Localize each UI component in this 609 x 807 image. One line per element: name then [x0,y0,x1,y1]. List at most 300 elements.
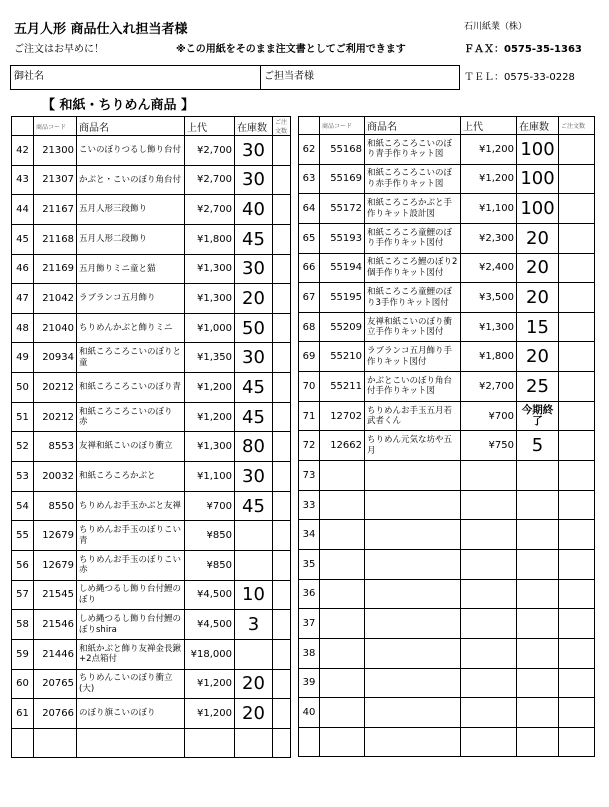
order-quantity-cell[interactable] [273,224,291,254]
table-row [12,432,291,462]
product-code: 20032 [34,462,77,492]
product-name: ちりめんお手玉五月若武者くん [365,401,461,431]
table-row [299,520,595,550]
order-quantity-cell[interactable] [273,699,291,729]
order-quantity-cell[interactable] [559,401,595,431]
table-row [299,609,595,639]
product-code: 55210 [320,342,365,372]
row-number: 51 [12,402,34,432]
row-number: 54 [12,491,34,521]
retail-price: ¥18,000 [185,639,235,669]
product-name: 友禅和紙こいのぼり衝立 [77,432,185,462]
stock-count: 80 [235,432,273,462]
product-name: 和紙ころころかぶと [77,462,185,492]
retail-price: ¥1,100 [185,462,235,492]
order-quantity-cell[interactable] [273,462,291,492]
stock-count: 20 [235,699,273,729]
retail-price: ¥850 [185,550,235,580]
row-number: 37 [299,609,320,639]
stock-count: 25 [517,372,559,402]
stock-count [517,609,559,639]
product-code [320,520,365,550]
stock-count [235,639,273,669]
row-number: 44 [12,195,34,225]
table-row [299,342,595,372]
product-name [365,520,461,550]
product-name: ちりめんお手玉のぼりこい 青 [77,521,185,551]
retail-price [461,490,517,520]
table-row [12,550,291,580]
order-quantity-cell[interactable] [559,135,595,165]
retail-price: ¥1,300 [461,312,517,342]
row-number: 46 [12,254,34,284]
order-quantity-cell[interactable] [559,253,595,283]
header-order: ご注文数 [273,117,291,136]
order-quantity-cell[interactable] [273,639,291,669]
order-quantity-cell[interactable] [559,698,595,728]
stock-count: 30 [235,136,273,166]
retail-price: ¥1,100 [461,194,517,224]
product-name: 和紙ころころこいのぼり青 [77,373,185,403]
product-code [320,549,365,579]
row-number: 38 [299,638,320,668]
product-name [365,579,461,609]
row-number: 40 [299,698,320,728]
retail-price: ¥1,800 [461,342,517,372]
product-name: 和紙ころころこいのぼり青手作りキット図 [365,135,461,165]
section-title: 【 和紙・ちりめん商品 】 [42,98,195,113]
order-quantity-cell[interactable] [273,195,291,225]
stock-count: 30 [235,343,273,373]
table-row [12,580,291,610]
product-code: 55195 [320,283,365,313]
row-number: 60 [12,669,34,699]
row-number: 73 [299,461,320,491]
product-name: 和紙ころころ童鯉のぼり手作りキット図付 [365,223,461,253]
table-row [12,610,291,640]
product-name [365,490,461,520]
row-number: 35 [299,549,320,579]
table-row [299,727,595,757]
order-quantity-cell[interactable] [273,284,291,314]
product-code: 8550 [34,491,77,521]
row-number: 39 [299,668,320,698]
product-name: しめ縄つるし飾り台付鯉のぼり [77,580,185,610]
order-quantity-cell[interactable] [559,283,595,313]
table-row [299,490,595,520]
order-quantity-cell[interactable] [559,194,595,224]
product-name [365,461,461,491]
company-name: 石川紙業（株） [464,22,528,32]
row-number: 50 [12,373,34,403]
row-number: 70 [299,372,320,402]
row-number: 71 [299,401,320,431]
retail-price: ¥2,400 [461,253,517,283]
order-quantity-cell[interactable] [273,491,291,521]
product-name: 和紙ころころ童鯉のぼり3手作りキット図付 [365,283,461,313]
header-stock: 在庫数 [235,117,273,136]
row-number: 53 [12,462,34,492]
product-name: ラブランコ五月飾り [77,284,185,314]
table-row [12,699,291,729]
product-code: 21546 [34,610,77,640]
table-row [299,223,595,253]
row-number: 61 [12,699,34,729]
order-quantity-cell[interactable] [559,164,595,194]
retail-price: ¥750 [461,431,517,461]
retail-price: ¥2,300 [461,223,517,253]
row-number: 47 [12,284,34,314]
stock-count: 20 [517,223,559,253]
product-name [365,668,461,698]
retail-price [461,549,517,579]
table-header [12,117,291,136]
stock-count [517,727,559,757]
retail-price: ¥700 [461,401,517,431]
stock-count: 今期終了 [517,401,559,431]
header-order: ご注文数 [559,117,595,135]
table-row [299,461,595,491]
retail-price [461,668,517,698]
product-code [320,609,365,639]
product-name: 五月人形三段飾り [77,195,185,225]
row-number [299,727,320,757]
row-number: 33 [299,490,320,520]
row-number: 36 [299,579,320,609]
product-code: 55172 [320,194,365,224]
order-quantity-cell[interactable] [273,313,291,343]
table-row [299,312,595,342]
stock-count [517,520,559,550]
table-row [299,698,595,728]
product-name [77,728,185,758]
table-row [12,521,291,551]
retail-price: ¥2,700 [185,165,235,195]
product-code [320,579,365,609]
order-quantity-cell[interactable] [559,727,595,757]
row-number: 68 [299,312,320,342]
company-name-field[interactable] [10,65,261,90]
table-row [12,373,291,403]
product-code: 21545 [34,580,77,610]
product-code [320,668,365,698]
product-code: 12702 [320,401,365,431]
order-quantity-cell[interactable] [273,165,291,195]
product-name: かぶと・こいのぼり角台付 [77,165,185,195]
product-name: 五月飾りミニ童と猫 [77,254,185,284]
header-code: 商品コード [34,117,77,136]
product-name: 和紙ころころこいのぼりと童 [77,343,185,373]
retail-price [185,728,235,758]
row-number: 63 [299,164,320,194]
table-row [12,462,291,492]
product-name [365,638,461,668]
retail-price: ¥1,200 [185,699,235,729]
stock-count: 20 [235,669,273,699]
order-quantity-cell[interactable] [273,580,291,610]
order-quantity-cell[interactable] [273,550,291,580]
product-name: 和紙ころころこいのぼり赤手作りキット図 [365,164,461,194]
header-name: 商品名 [77,117,185,136]
stock-count: 5 [517,431,559,461]
retail-price: ¥2,700 [185,195,235,225]
order-quantity-cell[interactable] [559,461,595,491]
row-number: 52 [12,432,34,462]
order-quantity-cell[interactable] [559,520,595,550]
product-name: こいのぼりつるし飾り台付 [77,136,185,166]
product-name [365,549,461,579]
order-quantity-cell[interactable] [559,668,595,698]
retail-price: ¥4,500 [185,580,235,610]
product-code: 8553 [34,432,77,462]
table-row [299,401,595,431]
retail-price [461,461,517,491]
product-name: 和紙ころころかぶと手作りキット設計図 [365,194,461,224]
header-price: 上代 [185,117,235,136]
retail-price: ¥1,300 [185,254,235,284]
row-number [12,728,34,758]
stock-count [235,728,273,758]
row-number: 43 [12,165,34,195]
order-quantity-cell[interactable] [559,431,595,461]
table-row [299,549,595,579]
row-number: 59 [12,639,34,669]
stock-count: 30 [235,165,273,195]
stock-count [235,521,273,551]
product-name: 和紙ころころ鯉のぼり2個手作りキット図付 [365,253,461,283]
order-quantity-cell[interactable] [273,254,291,284]
stock-count: 20 [235,284,273,314]
table-row [12,284,291,314]
header-price: 上代 [461,117,517,135]
product-code: 20212 [34,373,77,403]
product-name: かぶとこいのぼり角台付手作りキット図 [365,372,461,402]
stock-count: 3 [235,610,273,640]
stock-count: 45 [235,491,273,521]
product-code: 12679 [34,550,77,580]
stock-count [517,638,559,668]
row-number: 69 [299,342,320,372]
table-row [299,253,595,283]
table-row [299,372,595,402]
stock-count: 20 [517,342,559,372]
product-code: 20766 [34,699,77,729]
row-number: 49 [12,343,34,373]
product-name: のぼり旗こいのぼり [77,699,185,729]
row-number: 72 [299,431,320,461]
table-row [12,491,291,521]
header-name: 商品名 [365,117,461,135]
table-row [12,402,291,432]
order-quantity-cell[interactable] [559,638,595,668]
stock-count [517,490,559,520]
stock-count: 50 [235,313,273,343]
order-quantity-cell[interactable] [273,136,291,166]
table-row [299,431,595,461]
page-title: 五月人形 商品仕入れ担当者様 [14,22,188,37]
table-row [12,313,291,343]
retail-price: ¥2,700 [461,372,517,402]
product-code: 21446 [34,639,77,669]
retail-price: ¥3,500 [461,283,517,313]
table-row [299,638,595,668]
product-code: 21169 [34,254,77,284]
stock-count: 100 [517,164,559,194]
product-name: ラブランコ五月飾り手作りキット図付 [365,342,461,372]
stock-count [517,698,559,728]
retail-price: ¥1,200 [185,669,235,699]
product-code: 12662 [320,431,365,461]
product-code [320,638,365,668]
retail-price: ¥1,200 [461,135,517,165]
row-number: 45 [12,224,34,254]
stock-count [235,550,273,580]
product-name: 和紙ころころこいのぼり 赤 [77,402,185,432]
fax-number: ＦＡＸ：0575-35-1363 [464,44,582,55]
product-code: 21168 [34,224,77,254]
retail-price [461,520,517,550]
product-code: 20212 [34,402,77,432]
retail-price: ¥1,350 [185,343,235,373]
table-row [12,728,291,758]
table-row [299,194,595,224]
retail-price [461,638,517,668]
stock-count: 45 [235,373,273,403]
table-row [12,669,291,699]
order-quantity-cell[interactable] [273,728,291,758]
table-row [12,136,291,166]
stock-count: 30 [235,254,273,284]
stock-count: 100 [517,194,559,224]
product-name: ちりめんかぶと飾りミニ [77,313,185,343]
product-code [320,727,365,757]
stock-count: 30 [235,462,273,492]
product-code [320,698,365,728]
retail-price [461,727,517,757]
product-code: 21307 [34,165,77,195]
row-number: 42 [12,136,34,166]
product-code: 20934 [34,343,77,373]
product-code [34,728,77,758]
order-table-left [11,116,291,758]
stock-count: 45 [235,402,273,432]
retail-price [461,579,517,609]
order-quantity-cell[interactable] [559,490,595,520]
stock-count [517,549,559,579]
order-quantity-cell[interactable] [273,432,291,462]
order-quantity-cell[interactable] [273,343,291,373]
order-quantity-cell[interactable] [273,669,291,699]
row-number: 48 [12,313,34,343]
retail-price: ¥1,300 [185,432,235,462]
table-row [299,283,595,313]
person-in-charge-field-label: ご担当者様 [264,71,314,82]
person-in-charge-field[interactable] [260,65,460,90]
product-code: 21300 [34,136,77,166]
product-code: 20765 [34,669,77,699]
retail-price: ¥1,200 [185,373,235,403]
retail-price [461,609,517,639]
product-name [365,727,461,757]
company-name-field-label: 御社名 [14,71,44,82]
retail-price: ¥1,200 [185,402,235,432]
retail-price: ¥2,700 [185,136,235,166]
product-name: ちりめんお手玉かぶと友禅 [77,491,185,521]
row-number: 66 [299,253,320,283]
row-number: 55 [12,521,34,551]
product-name [365,609,461,639]
retail-price [461,698,517,728]
order-quantity-cell[interactable] [273,373,291,403]
table-row [299,164,595,194]
product-name: ちりめんお手玉のぼりこい 赤 [77,550,185,580]
stock-count [517,461,559,491]
order-quantity-cell[interactable] [559,372,595,402]
stock-count: 40 [235,195,273,225]
table-row [12,195,291,225]
product-code: 21042 [34,284,77,314]
product-code: 12679 [34,521,77,551]
table-row [12,639,291,669]
header-no [12,117,34,136]
table-row [299,668,595,698]
table-header [299,117,595,135]
product-name [365,698,461,728]
product-code: 55209 [320,312,365,342]
header-stock: 在庫数 [517,117,559,135]
retail-price: ¥4,500 [185,610,235,640]
row-number: 65 [299,223,320,253]
product-name: ちりめんこいのぼり衝立(大) [77,669,185,699]
retail-price: ¥850 [185,521,235,551]
row-number: 56 [12,550,34,580]
product-code: 55169 [320,164,365,194]
order-early-note: ご注文はお早めに！ [14,44,104,55]
retail-price: ¥1,800 [185,224,235,254]
retail-price: ¥1,000 [185,313,235,343]
order-quantity-cell[interactable] [559,609,595,639]
order-quantity-cell[interactable] [559,312,595,342]
order-quantity-cell[interactable] [559,342,595,372]
order-quantity-cell[interactable] [559,579,595,609]
order-quantity-cell[interactable] [273,521,291,551]
row-number: 58 [12,610,34,640]
product-code: 55211 [320,372,365,402]
order-quantity-cell[interactable] [559,549,595,579]
order-table-right [298,116,595,757]
header-no [299,117,320,135]
order-quantity-cell[interactable] [273,610,291,640]
product-code: 55193 [320,223,365,253]
order-quantity-cell[interactable] [273,402,291,432]
product-code: 55168 [320,135,365,165]
product-name: しめ縄つるし飾り台付鯉のぼりshira [77,610,185,640]
table-row [299,579,595,609]
row-number: 67 [299,283,320,313]
retail-price: ¥1,200 [461,164,517,194]
product-name: ちりめん元気な坊や五月 [365,431,461,461]
stock-count: 45 [235,224,273,254]
stock-count [517,668,559,698]
table-row [12,224,291,254]
order-form-note: ※この用紙をそのまま注文書としてご利用できます [176,44,406,55]
stock-count: 100 [517,135,559,165]
order-quantity-cell[interactable] [559,223,595,253]
product-code: 21167 [34,195,77,225]
header-code: 商品コード [320,117,365,135]
table-row [12,165,291,195]
product-name: 五月人形二段飾り [77,224,185,254]
